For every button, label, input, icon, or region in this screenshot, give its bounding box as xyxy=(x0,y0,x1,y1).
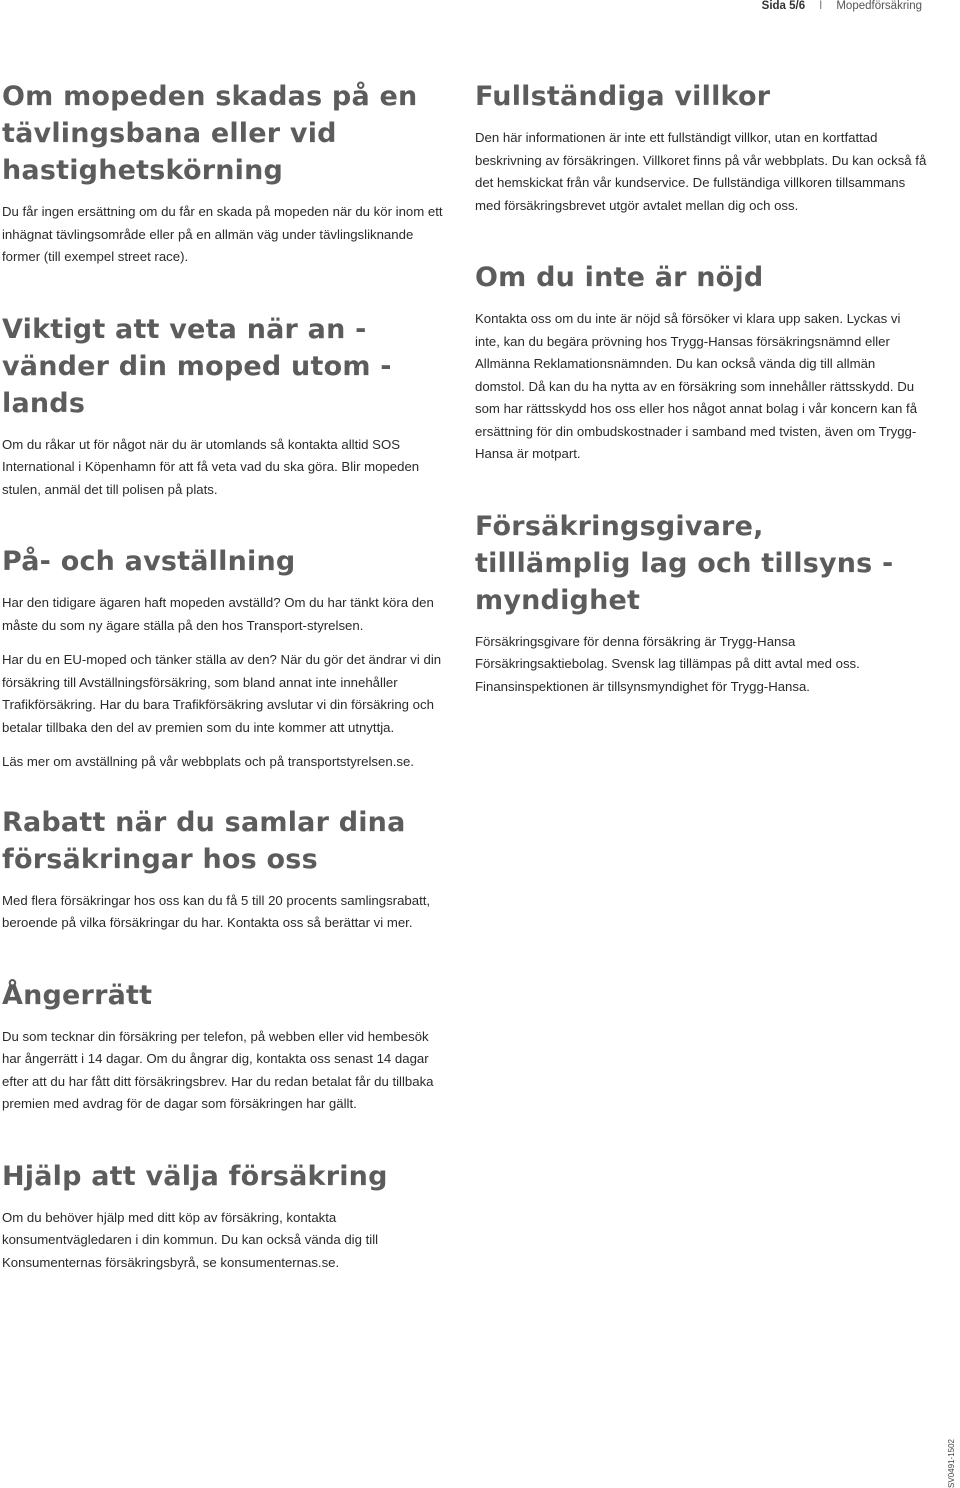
section-paragraph: Har du en EU-moped och tänker ställa av den? När du gör det ändrar vi din försäkring till Avställningsförsäkring, som bland annat inte innehåller Trafikförsäkring. Har du bara Trafikförsäkring avslutar vi din försäkring och betalar tillbaka den del av premien som du inte kommer att utnyttja. xyxy=(2,652,442,735)
section-help xyxy=(2,1158,450,1275)
section-paragraph: Har den tidigare ägaren haft mopeden avställd? Om du har tänkt köra den måste du som ny ägare ställa på den hos Transport-styrelsen. xyxy=(2,595,434,633)
section-right-of-withdrawal xyxy=(2,977,450,1116)
section-complaints xyxy=(475,259,927,466)
section-paragraph: Du får ingen ersättning om du får en skada på mopeden när du kör inom ett inhägnat tävlingsområde eller på en allmän väg under tävlingsliknande former (till exempel street race). xyxy=(2,204,443,264)
section-heading: Försäkringsgivare, tilllämplig lag och tillsyns - myndighet xyxy=(475,510,894,616)
section-heading: Om du inte är nöjd xyxy=(475,262,764,293)
section-heading: Viktigt att veta när an - vänder din moped utom - lands xyxy=(2,313,392,419)
section-paragraph: Läs mer om avställning på vår webbplats och på transportstyrelsen.se. xyxy=(2,754,414,769)
page-header xyxy=(762,0,922,14)
section-paragraph: Försäkringsgivare för denna försäkring är Trygg-Hansa Försäkringsaktiebolag. Svensk lag tillämpas på ditt avtal med oss. Finansinspektionen är tillsynsmyndighet för Trygg-Hansa. xyxy=(475,633,860,694)
page-number: Sida 5/6 xyxy=(761,0,806,12)
section-heading: Ångerrätt xyxy=(2,979,153,1011)
section-paragraph: Du som tecknar din försäkring per telefon, på webben eller vid hembesök har ångerrätt i 14 dagar. Om du ångrar dig, kontakta oss senast 14 dagar efter att du har fått ditt försäkringsbrev. Har du redan betalat får du tillbaka premien med avdrag för de dagar som försäkringen har gällt. xyxy=(2,1028,434,1111)
section-discount xyxy=(2,804,450,935)
section-registration xyxy=(2,543,450,774)
section-insurer xyxy=(475,508,927,699)
section-paragraph: Kontakta oss om du inte är nöjd så försöker vi klara upp saken. Lyckas vi inte, kan du begära prövning hos Trygg-Hansas försäkringsnämnd eller Allmänna Reklamationsnämnden. Du kan också vända dig till allmän domstol. Då kan du ha nytta av en försäkring som innehåller rättsskydd. Du som har rättsskydd hos oss eller hos något annat bolag i vår koncern kan få ersättning för din ombudskostnader i samband med tvisten, även om Trygg-Hansa är motpart. xyxy=(475,311,918,461)
left-column xyxy=(2,78,450,1286)
section-heading: På- och avställning xyxy=(2,546,296,577)
section-paragraph: Med flera försäkringar hos oss kan du få 5 till 20 procents samlingsrabatt, beroende på vilka försäkringar du har. Kontakta oss så berättar vi mer. xyxy=(2,892,431,930)
right-column xyxy=(475,78,927,710)
section-heading: Hjälp att välja försäkring xyxy=(2,1160,388,1192)
section-paragraph: Om du behöver hjälp med ditt köp av försäkring, kontakta konsumentvägledaren i din kommun. Du kan också vända dig till Konsumenternas försäkringsbyrå, se konsumenternas.se. xyxy=(2,1209,379,1270)
header-separator: I xyxy=(819,0,823,12)
section-heading: Fullständiga villkor xyxy=(475,81,771,112)
section-heading: Rabatt när du samlar dina försäkringar hos oss xyxy=(2,806,406,875)
document-title: Mopedförsäkring xyxy=(836,0,922,12)
section-heading: Om mopeden skadas på en tävlingsbana eller vid hastighetskörning xyxy=(2,81,418,186)
section-full-terms xyxy=(475,78,927,217)
section-paragraph: Om du råkar ut för något när du är utomlands så kontakta alltid SOS International i Köpenhamn för att få veta vad du ska göra. Blir mopeden stulen, anmäl det till polisen på plats. xyxy=(2,436,420,497)
section-paragraph: Den här informationen är inte ett fullständigt villkor, utan en kortfattad beskrivning av försäkringen. Villkoret finns på vår webbplats. Du kan också få det hemskickat från vår kundservice. De fullständiga villkoren tillsammans med försäkringsbrevet utgör avtalet mellan dig och oss. xyxy=(475,130,927,213)
document-code: SV0491-1502 xyxy=(947,1439,956,1488)
section-racing xyxy=(2,78,450,269)
section-abroad xyxy=(2,311,450,502)
